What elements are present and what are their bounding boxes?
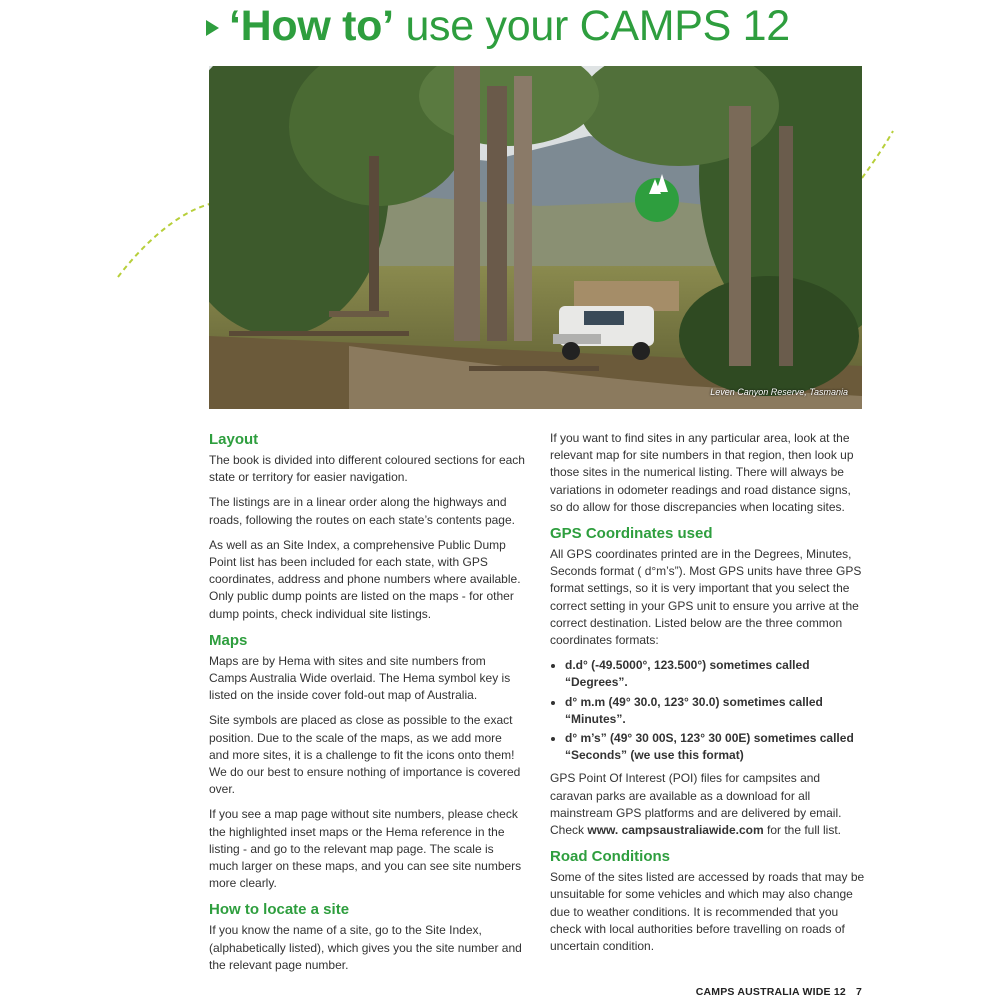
locate-heading: How to locate a site (209, 901, 350, 919)
gps-text: GPS Point Of Interest (POI) files for campsites and caravan parks are available as a download for all mainstream GPS platforms and are delivered by email. Check (550, 771, 842, 838)
page-footer (696, 986, 862, 998)
campsite-photo (209, 66, 862, 409)
maps-heading: Maps (209, 631, 248, 649)
layout-paragraph: The book is divided into different coloured sections for each state or territory for easier navigation. (209, 453, 525, 485)
footer-label: CAMPS AUSTRALIA WIDE 12 (695, 986, 846, 998)
title-bold: ‘How to’ (229, 1, 394, 50)
website-link[interactable]: www. campsaustraliawide.com (587, 823, 764, 838)
gps-text: for the full list. (763, 823, 842, 838)
maps-paragraph: Maps are by Hema with sites and site numbers from Camps Australia Wide overlaid. The Hema symbol key is listed on the inside cover fold-out map of Australia. (209, 653, 511, 703)
gps-format-list (550, 657, 866, 764)
layout-heading: Layout (209, 431, 259, 448)
gps-heading: GPS Coordinates used (550, 525, 713, 543)
page-number: 7 (855, 986, 862, 998)
road-heading: Road Conditions (550, 848, 670, 866)
maps-paragraph: If you see a map page without site numbers, please check the highlighted inset maps or the Hema reference in the listing - and go to the relevant map page. The scale is much larger on these maps, and you can see site numbers more clearly. (209, 807, 522, 891)
maps-paragraph: Site symbols are placed as close as possible to the exact position. Due to the scale of the maps, as we add more and more sites, it is a challenge to fit the icons onto them! We do our best to ensure nothing of importance is covered over. (209, 713, 521, 797)
locate-paragraph: If you know the name of a site, go to the Site Index, (alphabetically listed), which gives you the site number and the relevant page number. (209, 923, 522, 972)
gps-paragraph (550, 770, 866, 839)
photo-caption: Leven Canyon Reserve, Tasmania (710, 387, 848, 397)
road-paragraph: Some of the sites listed are accessed by roads that may be unsuitable for some vehicles and which may also change due to weather conditions. It is recommended that you check with local authorities before travelling on roads of uncertain condition. (550, 870, 865, 954)
gps-paragraph: All GPS coordinates printed are in the Degrees, Minutes, Seconds format ( d°m’s”). Most GPS units have three GPS format settings, so it is very important that you select the correct setting in your GPS unit to ensure you arrive at the correct destination. Listed below are the three common coordinates formats: (550, 547, 862, 648)
layout-paragraph: As well as an Site Index, a comprehensive Public Dump Point list has been included for each state, with GPS coordinates, address and phone numbers where available. Only public dump points are listed on the maps - for other dump points, check individual site listings. (209, 537, 521, 621)
right-column (550, 430, 866, 963)
left-column (209, 430, 525, 982)
title-rest: use your CAMPS 12 (393, 1, 790, 50)
locate-paragraph: If you want to find sites in any particular area, look at the relevant map for site numbers in that region, then look up those sites in the numerical listing. There will always be variations in odometer readings and road distance signs, so do allow for those discrepancies when locating sites. (550, 431, 854, 514)
list-item: • d° m’s” (49° 30 00S, 123° 30 00E) sometimes called “Seconds” (we use this format) (565, 730, 866, 764)
list-item: • d.d° (-49.5000°, 123.500°) sometimes called “Degrees”. (565, 657, 866, 691)
list-item: • d° m.m (49° 30.0, 123° 30.0) sometimes called “Minutes”. (565, 694, 866, 728)
layout-paragraph: The listings are in a linear order along the highways and roads, following the routes on each state’s contents page. (209, 495, 515, 527)
